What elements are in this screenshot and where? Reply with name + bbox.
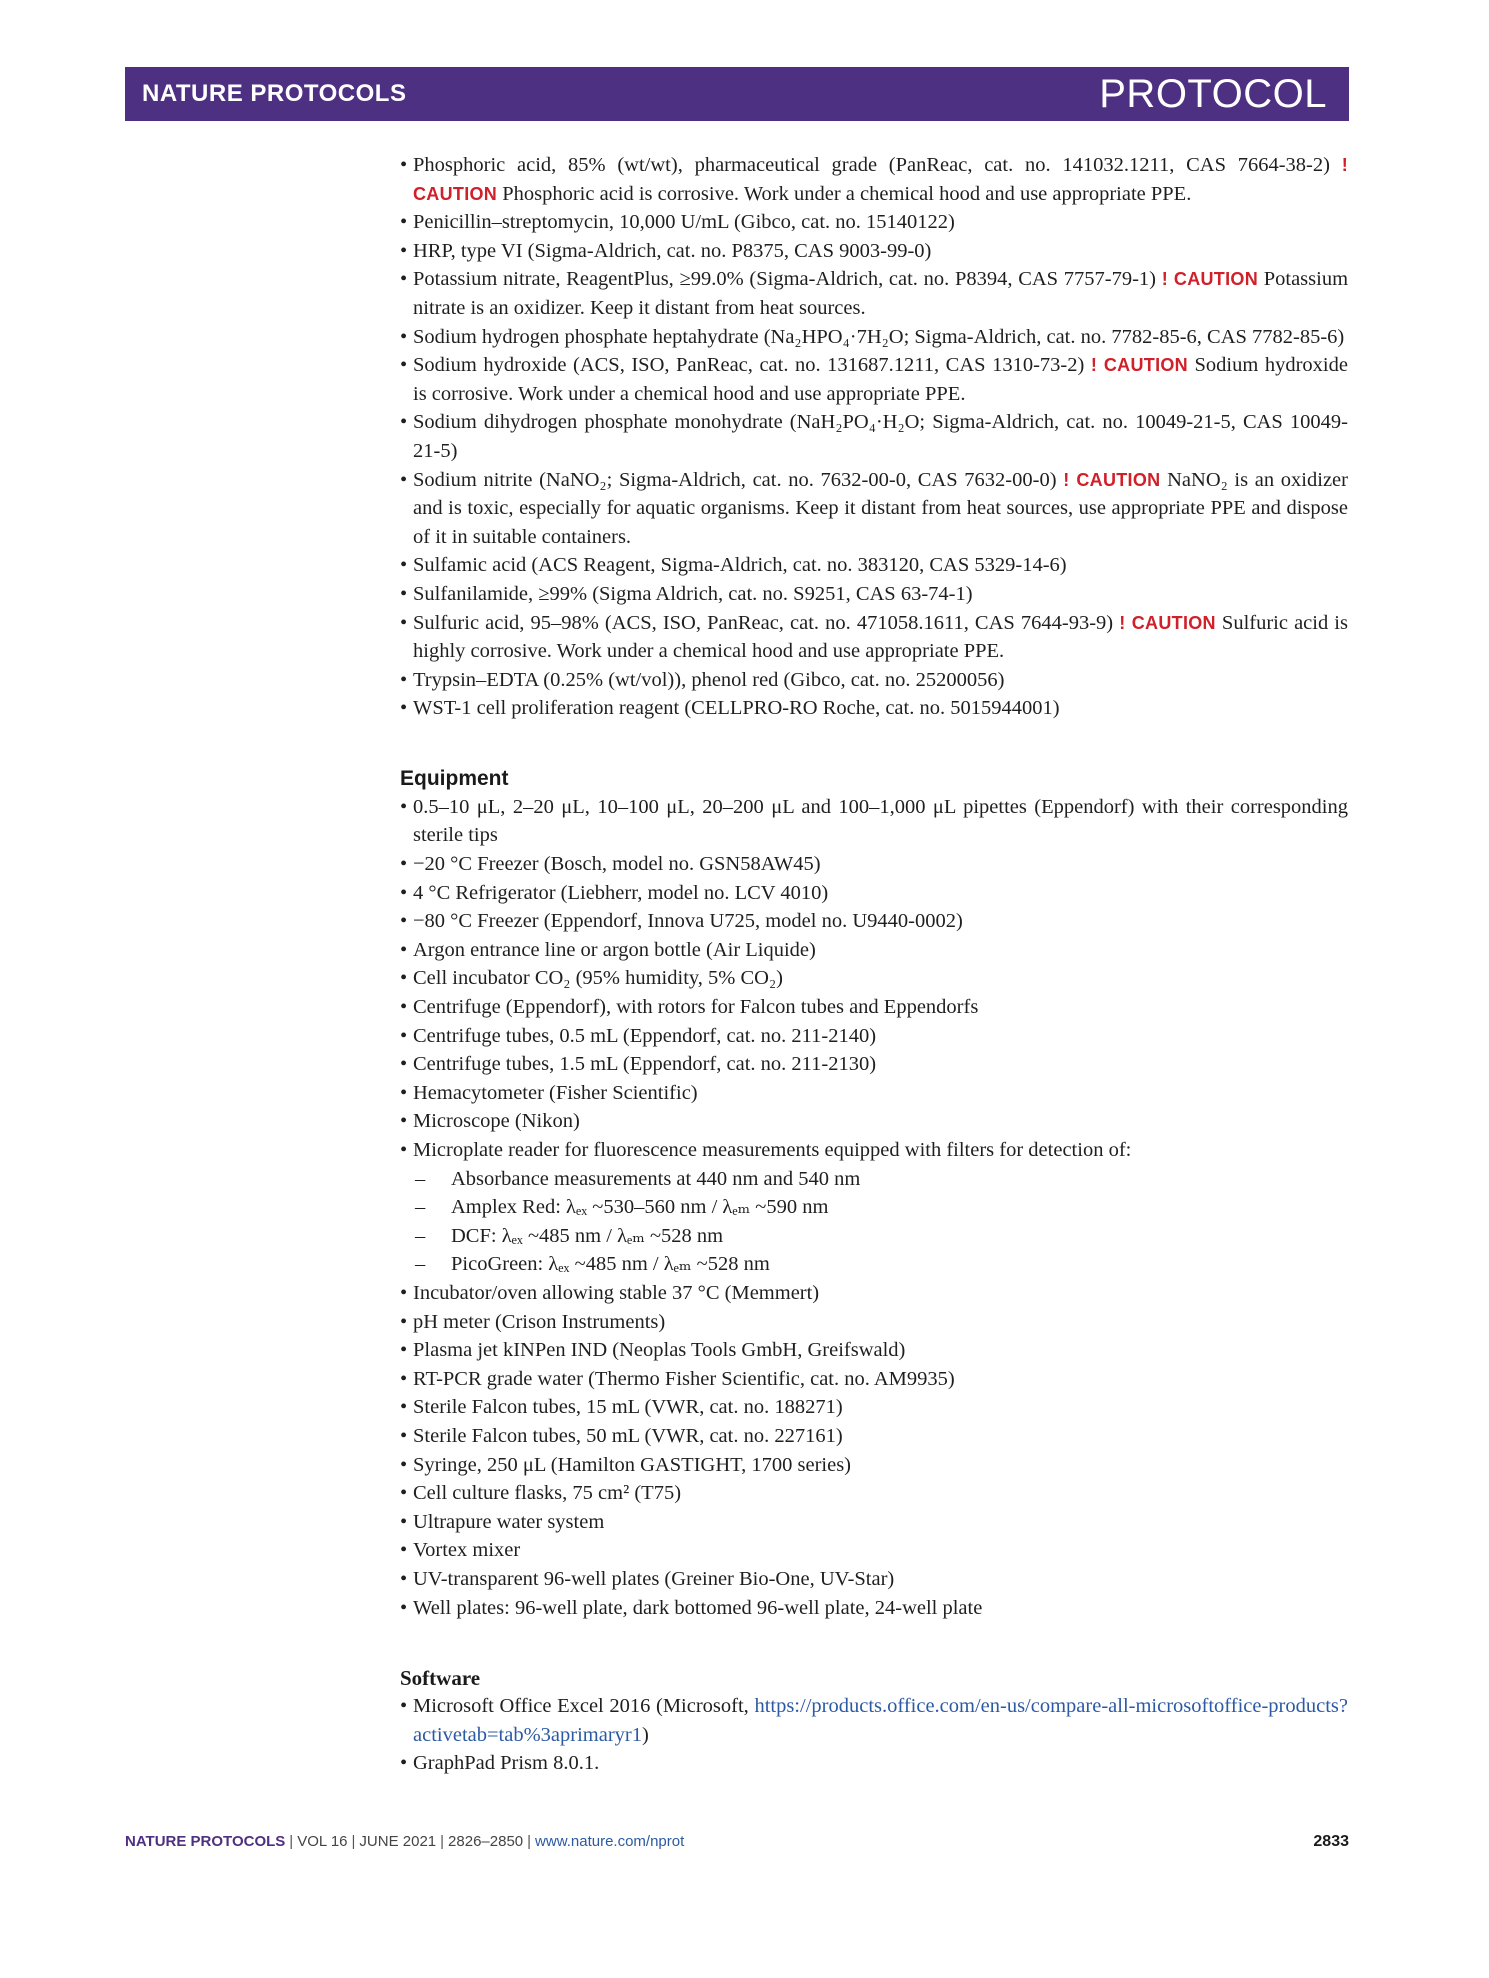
reagent-item: • Potassium nitrate, ReagentPlus, ≥99.0% (Sigma-Aldrich, cat. no. P8394, CAS 7757-79-1) ! CAUTION Potassium nitrate is an oxidizer. Keep it distant from heat sources.	[400, 265, 1348, 322]
software-item-prism: • GraphPad Prism 8.0.1.	[400, 1749, 1348, 1778]
caution-label: ! CAUTION	[1161, 269, 1259, 290]
equipment-item: • Centrifuge tubes, 0.5 mL (Eppendorf, cat. no. 211-2140)	[400, 1022, 1348, 1051]
equipment-list	[400, 793, 1348, 1165]
equipment-item: • Centrifuge tubes, 1.5 mL (Eppendorf, cat. no. 211-2130)	[400, 1050, 1348, 1079]
equipment-item: • Syringe, 250 μL (Hamilton GASTIGHT, 1700 series)	[400, 1451, 1348, 1480]
equipment-item: • Sterile Falcon tubes, 15 mL (VWR, cat. no. 188271)	[400, 1393, 1348, 1422]
equipment-item: • Cell culture flasks, 75 cm² (T75)	[400, 1479, 1348, 1508]
footer-date: JUNE 2021	[359, 1833, 437, 1850]
equipment-item: • Centrifuge (Eppendorf), with rotors for Falcon tubes and Eppendorfs	[400, 993, 1348, 1022]
journal-name: NATURE PROTOCOLS	[142, 80, 407, 107]
equipment-heading: Equipment	[400, 766, 509, 790]
equipment-item: • Hemacytometer (Fisher Scientific)	[400, 1079, 1348, 1108]
filter-item: – Absorbance measurements at 440 nm and 540 nm	[400, 1165, 1348, 1194]
filter-item: – DCF: λₑₓ ~485 nm / λₑₘ ~528 nm	[400, 1222, 1348, 1251]
reagent-item: • Sodium dihydrogen phosphate monohydrate (NaH₂PO₄·H₂O; Sigma-Aldrich, cat. no. 10049-21-5, CAS 10049-21-5)	[400, 408, 1348, 465]
equipment-item: • Well plates: 96-well plate, dark bottomed 96-well plate, 24-well plate	[400, 1594, 1348, 1623]
equipment-item: • Cell incubator CO₂ (95% humidity, 5% CO₂)	[400, 964, 1348, 993]
caution-label: ! CAUTION	[413, 155, 1348, 204]
excel-link[interactable]: https://products.office.com/en-us/compare-all-microsoftoffice-products?activetab=tab%3aprimaryr1	[413, 1695, 1348, 1746]
equipment-item: • Microplate reader for fluorescence measurements equipped with filters for detection of:	[400, 1136, 1348, 1165]
equipment-list-continued	[400, 1279, 1348, 1622]
page-content	[400, 151, 1348, 1778]
reagent-item: • Sulfamic acid (ACS Reagent, Sigma-Aldrich, cat. no. 383120, CAS 5329-14-6)	[400, 551, 1348, 580]
caution-label: ! CAUTION	[1063, 469, 1161, 490]
equipment-item: • −20 °C Freezer (Bosch, model no. GSN58AW45)	[400, 850, 1348, 879]
caution-label: ! CAUTION	[1119, 612, 1216, 633]
equipment-item: • Ultrapure water system	[400, 1508, 1348, 1537]
caution-label: ! CAUTION	[1090, 355, 1188, 376]
reagents-list	[400, 151, 1348, 723]
equipment-item: • Microscope (Nikon)	[400, 1107, 1348, 1136]
filter-item: – PicoGreen: λₑₓ ~485 nm / λₑₘ ~528 nm	[400, 1250, 1348, 1279]
reagent-item: • Sulfuric acid, 95–98% (ACS, ISO, PanReac, cat. no. 471058.1611, CAS 7644-93-9) ! CAUTION Sulfuric acid is highly corrosive. Work under a chemical hood and use appropriate PPE.	[400, 609, 1348, 666]
equipment-item: • pH meter (Crison Instruments)	[400, 1308, 1348, 1337]
header-banner	[125, 67, 1349, 121]
equipment-item: • 4 °C Refrigerator (Liebherr, model no. LCV 4010)	[400, 879, 1348, 908]
reagent-item: • Sulfanilamide, ≥99% (Sigma Aldrich, cat. no. S9251, CAS 63-74-1)	[400, 580, 1348, 609]
reagent-item: • Trypsin–EDTA (0.25% (wt/vol)), phenol red (Gibco, cat. no. 25200056)	[400, 666, 1348, 695]
equipment-item: • Vortex mixer	[400, 1536, 1348, 1565]
reagent-item: • Phosphoric acid, 85% (wt/wt), pharmaceutical grade (PanReac, cat. no. 141032.1211, CAS 7664-38-2) ! CAUTION Phosphoric acid is corrosive. Work under a chemical hood and use appropriate PPE.	[400, 151, 1348, 208]
equipment-item: • Argon entrance line or argon bottle (Air Liquide)	[400, 936, 1348, 965]
footer-journal: NATURE PROTOCOLS	[125, 1833, 286, 1850]
equipment-item: • 0.5–10 μL, 2–20 μL, 10–100 μL, 20–200 μL and 100–1,000 μL pipettes (Eppendorf) with their corresponding sterile tips	[400, 793, 1348, 850]
reagent-item: • Sodium hydroxide (ACS, ISO, PanReac, cat. no. 131687.1211, CAS 1310-73-2) ! CAUTION Sodium hydroxide is corrosive. Work under a chemical hood and use appropriate PPE.	[400, 351, 1348, 408]
equipment-item: • RT-PCR grade water (Thermo Fisher Scientific, cat. no. AM9935)	[400, 1365, 1348, 1394]
software-heading: Software	[400, 1666, 481, 1691]
page-number: 2833	[1313, 1833, 1349, 1850]
reagent-item: • HRP, type VI (Sigma-Aldrich, cat. no. P8375, CAS 9003-99-0)	[400, 237, 1348, 266]
reagent-item: • Penicillin–streptomycin, 10,000 U/mL (Gibco, cat. no. 15140122)	[400, 208, 1348, 237]
reagent-item: • Sodium hydrogen phosphate heptahydrate (Na₂HPO₄·7H₂O; Sigma-Aldrich, cat. no. 7782-85-6, CAS 7782-85-6)	[400, 323, 1348, 352]
equipment-item: • Plasma jet kINPen IND (Neoplas Tools GmbH, Greifswald)	[400, 1336, 1348, 1365]
article-type: PROTOCOL	[1099, 71, 1327, 116]
reagent-item: • Sodium nitrite (NaNO₂; Sigma-Aldrich, cat. no. 7632-00-0, CAS 7632-00-0) ! CAUTION NaNO₂ is an oxidizer and is toxic, especially for aquatic organisms. Keep it distant from heat sources, use appropriate PPE and dispose of it in suitable containers.	[400, 466, 1348, 552]
footer-volume: VOL 16	[297, 1833, 348, 1850]
filter-item: – Amplex Red: λₑₓ ~530–560 nm / λₑₘ ~590 nm	[400, 1193, 1348, 1222]
software-list	[400, 1692, 1348, 1778]
equipment-item: • Sterile Falcon tubes, 50 mL (VWR, cat. no. 227161)	[400, 1422, 1348, 1451]
page-footer	[125, 1833, 1349, 1851]
equipment-item: • −80 °C Freezer (Eppendorf, Innova U725, model no. U9440-0002)	[400, 907, 1348, 936]
footer-pages: 2826–2850	[448, 1833, 524, 1850]
equipment-item: • UV-transparent 96-well plates (Greiner Bio-One, UV-Star)	[400, 1565, 1348, 1594]
footer-citation: NATURE PROTOCOLS | VOL 16 | JUNE 2021 | 2826–2850 | www.nature.com/nprot	[125, 1833, 685, 1850]
footer-url[interactable]: www.nature.com/nprot	[535, 1833, 685, 1850]
software-item-excel: • Microsoft Office Excel 2016 (Microsoft, https://products.office.com/en-us/compare-all-microsoftoffice-products?activetab=tab%3aprimaryr1)	[400, 1692, 1348, 1749]
equipment-item: • Incubator/oven allowing stable 37 °C (Memmert)	[400, 1279, 1348, 1308]
detection-filters-list	[400, 1165, 1348, 1279]
reagent-item: • WST-1 cell proliferation reagent (CELLPRO-RO Roche, cat. no. 5015944001)	[400, 694, 1348, 723]
